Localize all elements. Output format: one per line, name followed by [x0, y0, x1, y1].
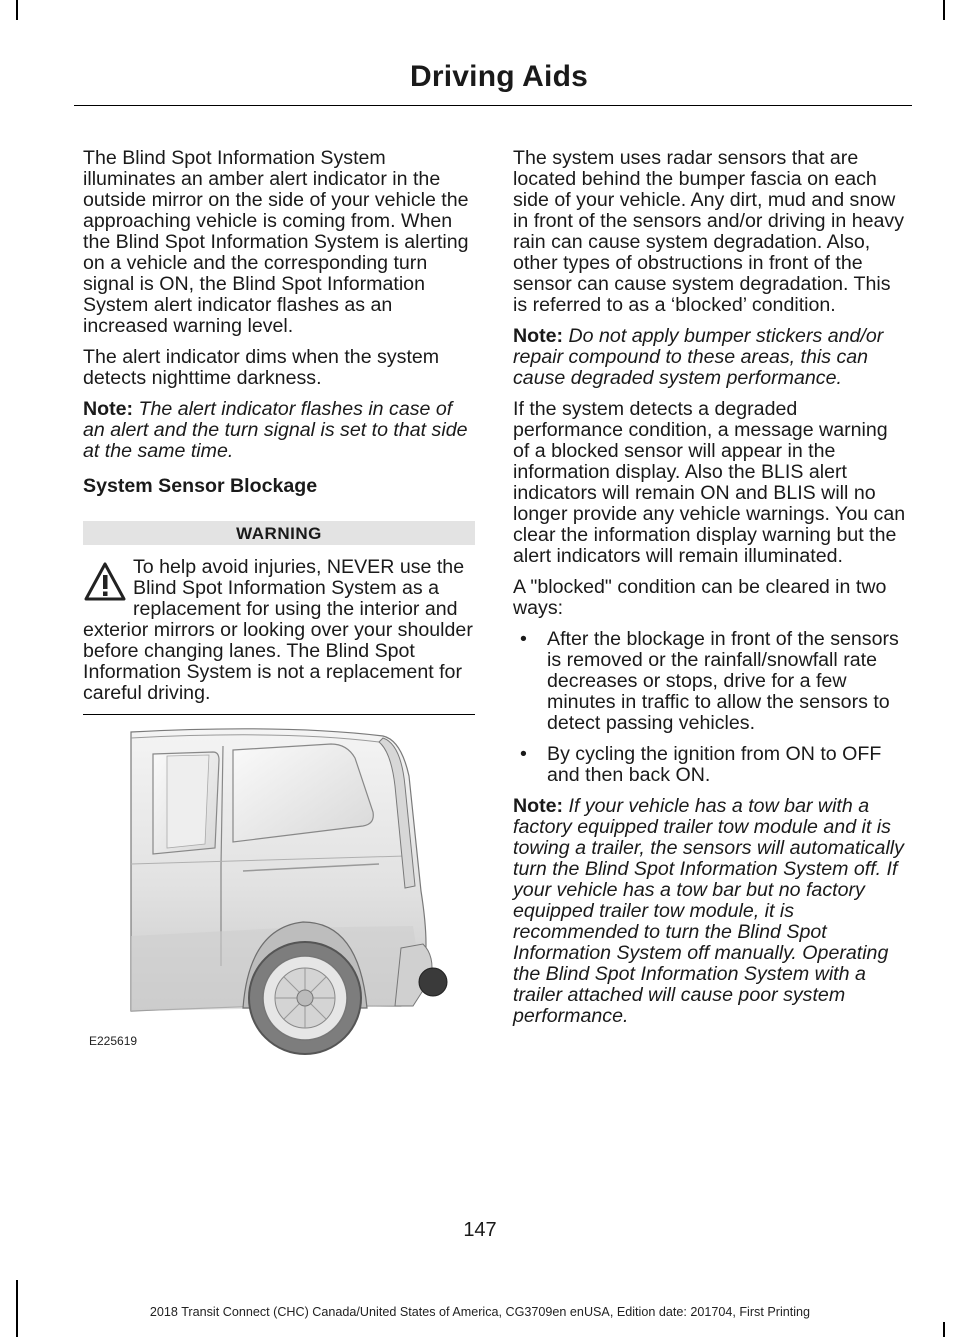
- van-rear-quarter-illustration: [83, 716, 475, 1057]
- footer-edition-info: 2018 Transit Connect (CHC) Canada/United States of America, CG3709en enUSA, Edition date: 201704, First Printing: [149, 1305, 811, 1319]
- header-rule: [74, 105, 912, 106]
- paragraph: The alert indicator dims when the system detects nighttime darkness.: [83, 346, 440, 389]
- paragraph: If the system detects a degraded performance condition, a message warning of a blocked sensor will appear in the information display. Also the BLIS alert indicators will remain ON and BLIS will no longer provide any vehicle warnings. You can clear the information display warning but the alert indicators will remain illuminated.: [513, 398, 906, 567]
- figure-code: E225619: [89, 1034, 138, 1048]
- note-text: If your vehicle has a tow bar with a factory equipped trailer tow module and it is towing a trailer, the sensors will automatically turn the Blind Spot Information System off. If your vehicle has a tow bar but no factory equipped trailer tow module, it is recommended to turn the Blind Spot Information System off manually. Operating the Blind Spot Information System with a trailer attached will cause poor system performance.: [513, 795, 904, 1027]
- note-label: Note:: [83, 398, 134, 420]
- note-text: Do not apply bumper stickers and/or repair compound to these areas, this can cause degraded system performance.: [513, 325, 884, 389]
- crop-mark-top-right: [943, 0, 945, 20]
- note-text: The alert indicator flashes in case of an alert and the turn signal is set to that side at the same time.: [83, 398, 468, 462]
- note: [513, 796, 909, 1027]
- warning-triangle-icon: [83, 561, 127, 607]
- right-column: [513, 148, 909, 1037]
- page-title: Driving Aids: [410, 60, 588, 93]
- note-label: Note:: [513, 325, 564, 347]
- bullet-icon: •: [520, 628, 527, 650]
- paragraph: The system uses radar sensors that are located behind the bumper fascia on each side of your vehicle. Any dirt, mud and snow in front of the sensors and/or driving in heavy rain can cause system degradation. Also, other types of obstructions in front of the sensor can cause system degradation. This is referred to as a ‘blocked’ condition.: [513, 147, 905, 316]
- page-number: 147: [463, 1219, 497, 1241]
- left-column: [83, 148, 475, 715]
- paragraph: The Blind Spot Information System illuminates an amber alert indicator in the outside mirror on the side of your vehicle the approaching vehicle is coming from. When the Blind Spot Information System is alerting on a vehicle and the corresponding turn signal is ON, the Blind Spot Information System alert indicator flashes as an increased warning level.: [83, 147, 469, 337]
- paragraph: A "blocked" condition can be cleared in two ways:: [513, 576, 887, 619]
- warning-header: WARNING: [83, 521, 475, 545]
- note: [83, 399, 475, 462]
- note-label: Note:: [513, 795, 564, 817]
- note: [513, 326, 909, 389]
- warning-text: To help avoid injuries, NEVER use the Blind Spot Information System as a replacement for using the interior and exterior mirrors or looking over your shoulder before changing lanes. The Blind Spot Information System is not a replacement for careful driving.: [83, 556, 473, 704]
- list-item: [513, 744, 909, 786]
- warning-box: [83, 557, 475, 715]
- crop-mark-bottom-right: [943, 1322, 945, 1337]
- list-item-text: By cycling the ignition from ON to OFF and then back ON.: [547, 743, 882, 786]
- list-item: [513, 629, 909, 734]
- list-item-text: After the blockage in front of the sensors is removed or the rainfall/snowfall rate decreases or stops, drive for a few minutes in traffic to allow the sensors to detect passing vehicles.: [547, 628, 899, 734]
- section-heading: System Sensor Blockage: [83, 475, 318, 497]
- crop-mark-top-left: [16, 0, 18, 20]
- bullet-icon: •: [520, 743, 527, 765]
